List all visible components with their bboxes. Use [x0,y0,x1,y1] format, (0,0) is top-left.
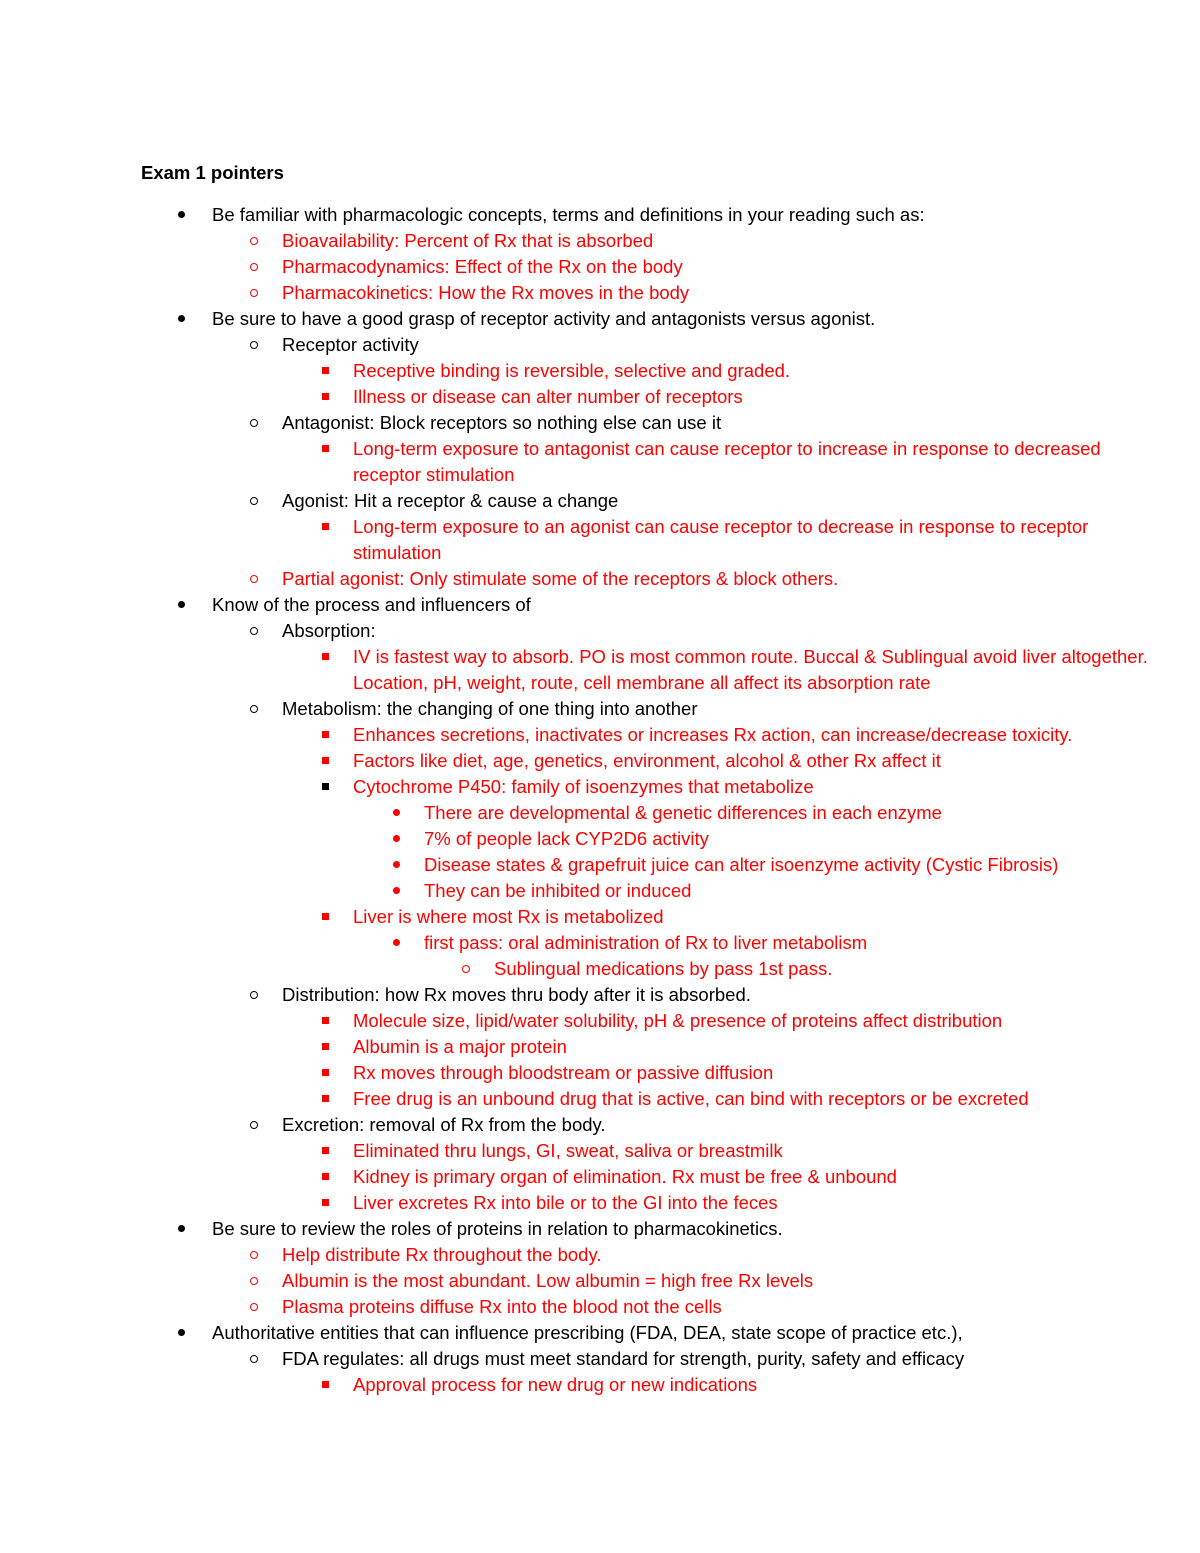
bullet-circle-icon [247,982,261,1008]
list-item [0,618,1200,644]
bullet-dot-icon [174,202,188,228]
bullet-square-icon [318,722,332,748]
list-item-text: Be familiar with pharmacologic concepts, terms and definitions in your reading such as: [212,204,925,225]
list-item-text: Factors like diet, age, genetics, environment, alcohol & other Rx affect it [353,750,941,771]
list-item [0,1320,1200,1346]
bullet-square-icon [318,748,332,774]
list-item [0,1346,1200,1372]
list-item-text: Excretion: removal of Rx from the body. [282,1114,606,1135]
list-item [0,202,1200,228]
bullet-square-icon [318,1008,332,1034]
bullet-square-icon [318,514,332,540]
list-item-text: Bioavailability: Percent of Rx that is absorbed [282,230,654,251]
bullet-dot-icon [174,592,188,618]
list-item-text-continued: Location, pH, weight, route, cell membrane all affect its absorption rate [353,672,931,693]
bullet-square-icon [318,644,332,670]
list-item-text: Distribution: how Rx moves thru body after it is absorbed. [282,984,751,1005]
list-item-text: FDA regulates: all drugs must meet standard for strength, purity, safety and efficacy [282,1348,965,1369]
bullet-square-icon [318,1060,332,1086]
bullet-square-icon [318,358,332,384]
list-item [0,878,1200,904]
list-item [0,254,1200,280]
bullet-circle-icon [247,618,261,644]
list-item [0,800,1200,826]
bullet-square-icon [318,1164,332,1190]
bullet-circle-icon [247,488,261,514]
list-item [0,826,1200,852]
list-item-text: Absorption: [282,620,376,641]
list-item [0,1164,1200,1190]
bullet-square-icon [318,904,332,930]
bullet-circle-icon [247,696,261,722]
list-item-text: Enhances secretions, inactivates or increases Rx action, can increase/decrease toxicity. [353,724,1073,745]
list-item [0,1060,1200,1086]
list-item-text: first pass: oral administration of Rx to liver metabolism [424,932,868,953]
list-item-text: Albumin is a major protein [353,1036,567,1057]
bullet-dot-icon [389,930,403,956]
list-item [0,982,1200,1008]
list-item [0,904,1200,930]
list-item-text: IV is fastest way to absorb. PO is most common route. Buccal & Sublingual avoid liver altogether. [353,646,1148,667]
bullet-circle-icon [459,956,473,982]
list-item-text: 7% of people lack CYP2D6 activity [424,828,709,849]
list-item [0,1008,1200,1034]
list-item [0,1216,1200,1242]
bullet-square-icon [318,1034,332,1060]
bullet-square-icon [318,1372,332,1398]
list-item-text: Disease states & grapefruit juice can alter isoenzyme activity (Cystic Fibrosis) [424,854,1059,875]
bullet-circle-icon [247,1294,261,1320]
list-item-text: Be sure to have a good grasp of receptor activity and antagonists versus agonist. [212,308,876,329]
list-item [0,1112,1200,1138]
list-item [0,384,1200,410]
list-item [0,332,1200,358]
list-item-text: Cytochrome P450: family of isoenzymes that metabolize [353,776,814,797]
list-item [0,1086,1200,1112]
list-item-text: Liver is where most Rx is metabolized [353,906,664,927]
bullet-square-icon [318,436,332,462]
list-item [0,514,1200,566]
list-item-text: Partial agonist: Only stimulate some of the receptors & block others. [282,568,839,589]
list-item [0,488,1200,514]
list-item-text: Long-term exposure to an agonist can cause receptor to decrease in response to receptor [353,516,1089,537]
list-item [0,1138,1200,1164]
list-item-text: Help distribute Rx throughout the body. [282,1244,602,1265]
bullet-dot-icon [174,1216,188,1242]
list-item-text: Sublingual medications by pass 1st pass. [494,958,833,979]
list-item-text: Authoritative entities that can influence prescribing (FDA, DEA, state scope of practice etc.), [212,1322,963,1343]
list-item-text: Pharmacokinetics: How the Rx moves in the body [282,282,690,303]
bullet-dot-icon [174,1320,188,1346]
bullet-circle-icon [247,1112,261,1138]
list-item [0,280,1200,306]
list-item-text: Approval process for new drug or new indications [353,1374,758,1395]
list-item-text: Albumin is the most abundant. Low albumin = high free Rx levels [282,1270,814,1291]
list-item [0,930,1200,956]
page-title: Exam 1 pointers [141,162,284,183]
list-item [0,566,1200,592]
list-item-text-continued: stimulation [353,542,442,563]
bullet-dot-icon [389,800,403,826]
list-item-text: Rx moves through bloodstream or passive diffusion [353,1062,774,1083]
list-item [0,1242,1200,1268]
list-item [0,228,1200,254]
list-item [0,1190,1200,1216]
list-item-text: Long-term exposure to antagonist can cause receptor to increase in response to decreased [353,438,1101,459]
list-item [0,956,1200,982]
list-item-text: Eliminated thru lungs, GI, sweat, saliva or breastmilk [353,1140,783,1161]
list-item [0,1034,1200,1060]
list-item [0,696,1200,722]
bullet-square-icon [318,1138,332,1164]
list-item [0,852,1200,878]
list-item-text: Agonist: Hit a receptor & cause a change [282,490,619,511]
list-item-text: Plasma proteins diffuse Rx into the blood not the cells [282,1296,722,1317]
list-item-text: Antagonist: Block receptors so nothing else can use it [282,412,722,433]
list-item [0,306,1200,332]
list-item [0,358,1200,384]
list-item-text: There are developmental & genetic differences in each enzyme [424,802,942,823]
list-item-text: Kidney is primary organ of elimination. Rx must be free & unbound [353,1166,897,1187]
list-item [0,774,1200,800]
bullet-square-icon [318,1086,332,1112]
list-item [0,1294,1200,1320]
list-item-text: Receptive binding is reversible, selective and graded. [353,360,791,381]
list-item [0,592,1200,618]
bullet-dot-icon [389,878,403,904]
list-item-text: Free drug is an unbound drug that is active, can bind with receptors or be excreted [353,1088,1029,1109]
bullet-circle-icon [247,410,261,436]
bullet-circle-icon [247,1346,261,1372]
list-item [0,722,1200,748]
bullet-circle-icon [247,1268,261,1294]
list-item [0,436,1200,488]
list-item-text: Receptor activity [282,334,419,355]
bullet-circle-icon [247,1242,261,1268]
list-item-text-continued: receptor stimulation [353,464,515,485]
list-item-text: They can be inhibited or induced [424,880,692,901]
bullet-circle-icon [247,332,261,358]
list-item-text: Liver excretes Rx into bile or to the GI into the feces [353,1192,778,1213]
bullet-circle-icon [247,254,261,280]
list-item [0,1372,1200,1398]
list-item-text: Illness or disease can alter number of receptors [353,386,743,407]
list-item-text: Metabolism: the changing of one thing into another [282,698,698,719]
list-item [0,644,1200,696]
outline-list [0,202,1200,1398]
bullet-circle-icon [247,228,261,254]
list-item-text: Molecule size, lipid/water solubility, pH & presence of proteins affect distribution [353,1010,1003,1031]
bullet-square-icon [318,774,332,800]
bullet-dot-icon [174,306,188,332]
bullet-circle-icon [247,566,261,592]
list-item-text: Be sure to review the roles of proteins in relation to pharmacokinetics. [212,1218,783,1239]
list-item [0,748,1200,774]
bullet-circle-icon [247,280,261,306]
bullet-dot-icon [389,826,403,852]
list-item-text: Know of the process and influencers of [212,594,531,615]
bullet-square-icon [318,384,332,410]
list-item-text: Pharmacodynamics: Effect of the Rx on the body [282,256,683,277]
bullet-square-icon [318,1190,332,1216]
list-item [0,410,1200,436]
list-item [0,1268,1200,1294]
bullet-dot-icon [389,852,403,878]
